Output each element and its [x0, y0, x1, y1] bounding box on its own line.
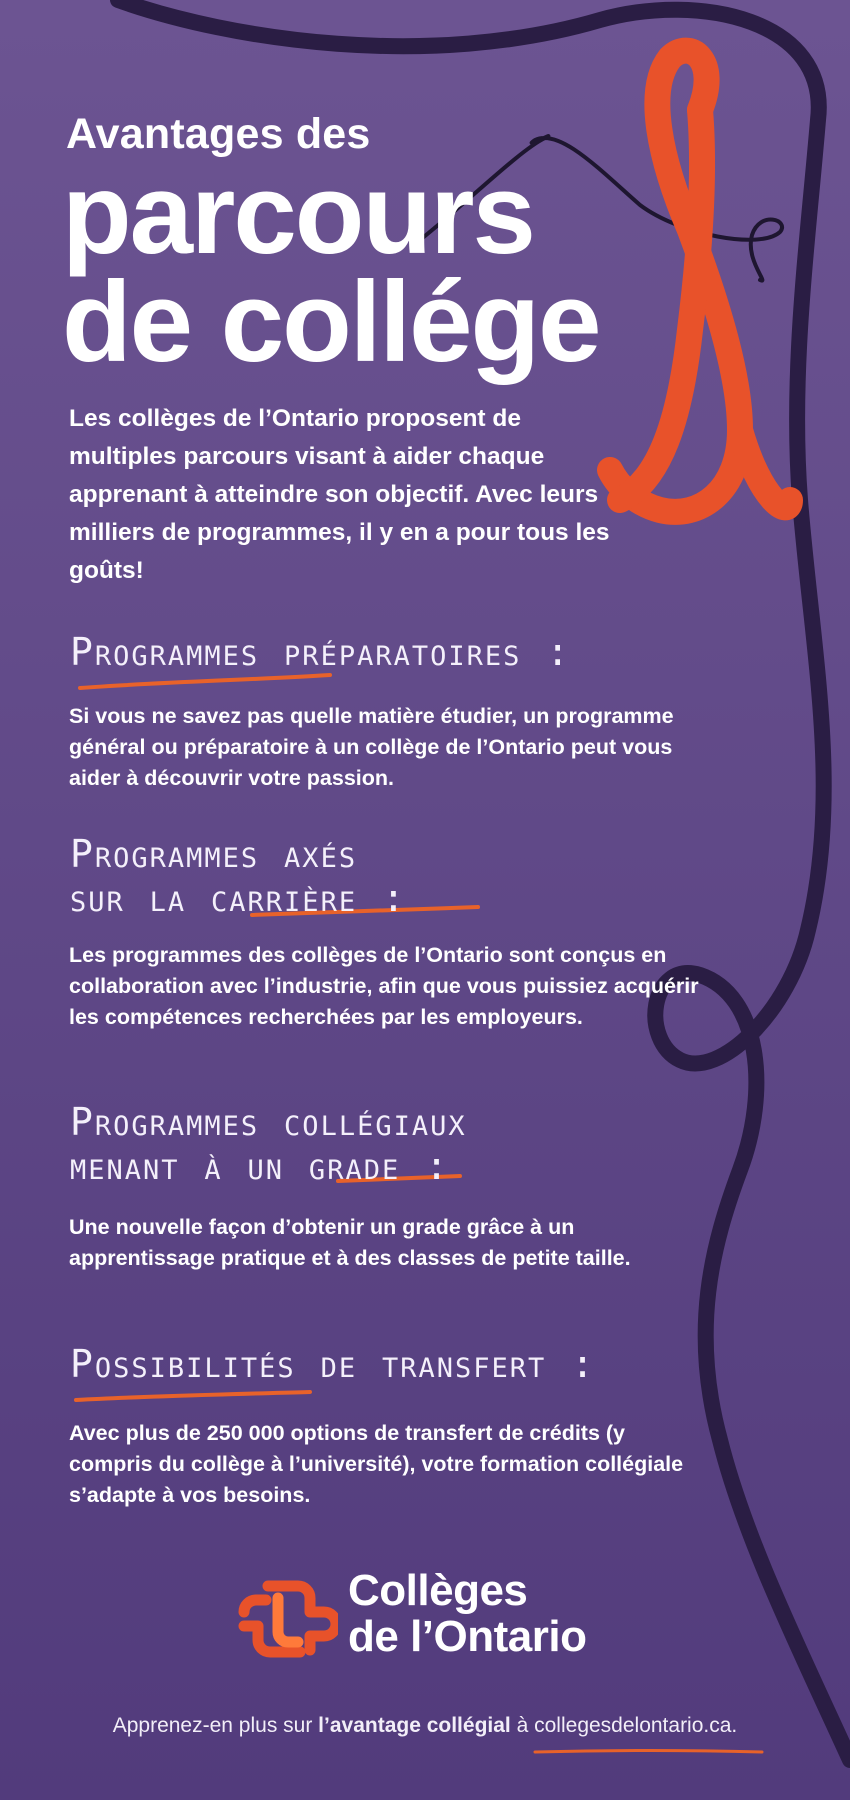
- orange-loop: [610, 51, 740, 512]
- footer-text: [0, 1714, 850, 1738]
- footer-bold: l’avantage collégial: [318, 1714, 511, 1737]
- underline-preparatoires: [80, 675, 330, 688]
- heading-line: Programmes préparatoires :: [70, 630, 572, 674]
- title-line-2: parcours: [62, 151, 534, 278]
- heading-carriere: [70, 832, 407, 920]
- body-grade: Une nouvelle façon d’obtenir un grade grâce à un apprentissage pratique et à des classes de petite taille.: [69, 1215, 631, 1270]
- intro-paragraph: Les collèges de l’Ontario proposent de multiples parcours visant à aider chaque apprenant à atteindre son objectif. Avec leurs milliers de programmes, il y en a pour tous les goûts!: [69, 405, 610, 584]
- heading-line: sur la carrière :: [70, 876, 407, 920]
- logo-line-1: Collèges: [348, 1566, 528, 1615]
- colleges-ontario-logo[interactable]: [238, 1562, 628, 1672]
- logo-line-2: de l’Ontario: [348, 1612, 587, 1661]
- heading-line: menant à un grade :: [70, 1144, 450, 1188]
- orange-loop-foot: [740, 430, 790, 507]
- heading-line: Programmes collégiaux: [70, 1100, 467, 1144]
- title-line-1: Avantages des: [66, 110, 371, 158]
- logo-mark-icon: [238, 1566, 338, 1666]
- heading-line: Possibilités de transfert :: [70, 1342, 597, 1386]
- underline-possibilites: [76, 1392, 310, 1400]
- underline-footer-link: [535, 1751, 762, 1753]
- title-line-3: de collége: [62, 259, 600, 386]
- heading-transfert: [70, 1342, 596, 1386]
- logo-wordmark: [348, 1568, 586, 1660]
- body-preparatoires: Si vous ne savez pas quelle matière étudier, un programme général ou préparatoire à un collège de l’Ontario peut vous aider à découvrir votre passion.: [69, 704, 674, 790]
- heading-line: Programmes axés: [70, 832, 358, 876]
- orange-loop-tail: [620, 110, 702, 500]
- footer-middle: à: [510, 1714, 535, 1737]
- body-carriere: Les programmes des collèges de l’Ontario sont conçus en collaboration avec l’industrie, afin que vous puissiez acquérir les compétences recherchées par les employeurs.: [69, 943, 699, 1029]
- footer-prefix: Apprenez-en plus sur: [112, 1714, 319, 1737]
- footer-link[interactable]: collegesdelontario.ca.: [534, 1714, 738, 1737]
- heading-grade: [70, 1100, 467, 1188]
- heading-preparatoires: [70, 630, 571, 674]
- body-transfert: Avec plus de 250 000 options de transfert de crédits (y compris du collège à l’université), votre formation collégiale s’adapte à vos besoins.: [69, 1421, 684, 1507]
